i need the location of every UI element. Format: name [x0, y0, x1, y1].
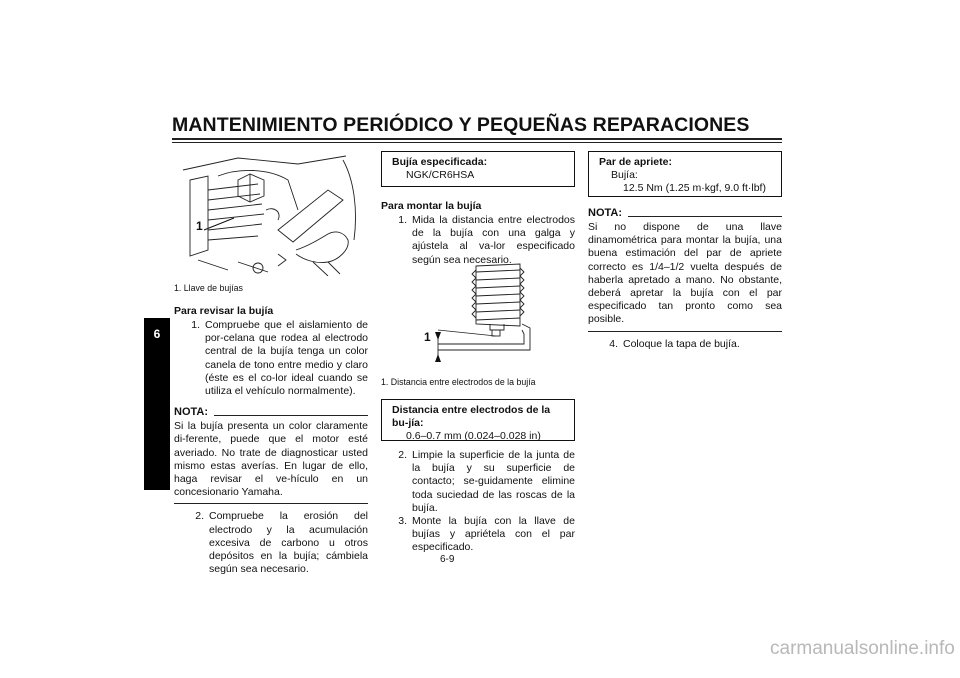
spec-box-gap	[381, 399, 575, 441]
nota-end-rule	[588, 331, 782, 332]
title-rule	[172, 138, 782, 140]
step-text: Compruebe que el aislamiento de por-celana que rodea al electrodo central de la bujía tenga un color canela de tono entre medio y claro (éste es el co-lor ideal cuando se utiliza el vehículo normalmente).	[205, 319, 368, 398]
spec-title: Distancia entre electrodos de la bu-jía:	[392, 404, 551, 429]
step-number: 3.	[398, 515, 407, 528]
col2-mount	[381, 200, 575, 267]
spec-box-plug	[381, 151, 575, 187]
spec-value: 12.5 Nm (1.25 m·kgf, 9.0 ft·lbf)	[623, 182, 766, 194]
spec-value: 0.6–0.7 mm (0.024–0.028 in)	[406, 430, 541, 442]
col2-steps	[381, 449, 575, 555]
page-title: MANTENIMIENTO PERIÓDICO Y PEQUEÑAS REPARACIONES	[172, 114, 750, 136]
engine-illustration	[178, 150, 368, 276]
step-text: Mida la distancia entre electrodos de la bujía con una galga y ajústela al va-lor especificado según sea necesario.	[412, 214, 575, 266]
col3-content	[588, 207, 782, 351]
electrode-gap-figure	[420, 258, 540, 370]
spark-plug-wrench-figure	[178, 150, 368, 276]
step-number: 2.	[398, 449, 407, 461]
spec-title: Par de apriete:	[599, 156, 672, 168]
nota-text: Si no dispone de una llave dinamométrica para montar la bujía, una buena estimación del par de apriete correcto es 1/4–1/2 vuelta después de haberla apretado a mano. No obstante, deberá apretar la bujía con el par especificado tan pronto como sea posible.	[588, 221, 782, 326]
watermark: carmanualsonline.info	[770, 638, 955, 659]
spec-subtitle: Bujía:	[611, 169, 638, 181]
check-heading: Para revisar la bujía	[174, 305, 274, 317]
step-text: Monte la bujía con la llave de bujías y apriétela con el par especificado.	[412, 515, 575, 554]
figure2-caption: 1. Distancia entre electrodos de la bujía	[381, 377, 536, 387]
mount-step-4	[588, 338, 782, 351]
step-number: 2.	[195, 510, 204, 523]
chapter-tab	[144, 318, 170, 490]
step-text: Coloque la tapa de bujía.	[623, 337, 740, 350]
nota-rule	[214, 415, 368, 416]
page-number: 6-9	[440, 554, 455, 565]
spec-box-torque	[588, 151, 782, 197]
step-number: 1.	[191, 319, 200, 331]
spec-value: NGK/CR6HSA	[406, 169, 475, 181]
nota-header	[174, 406, 368, 418]
nota-text: Si la bujía presenta un color claramente di-ferente, puede que el motor esté averiado. No trate de diagnosticar usted mismo estas averías. En lugar de ello, haga revisar el ve-hículo en un concesionario Yamaha.	[174, 420, 368, 499]
step-text: Compruebe la erosión del electrodo y la acumulación excesiva de carbono u otros depósitos en la bujía; cámbiela según sea necesario.	[209, 510, 368, 576]
col1-content	[174, 305, 368, 576]
nota-end-rule	[174, 503, 368, 504]
mount-step-3	[381, 515, 575, 555]
spark-plug-thread-illustration	[420, 258, 540, 370]
step-number: 1.	[398, 214, 407, 226]
check-step-2	[174, 510, 368, 576]
figure1-caption: 1. Llave de bujías	[174, 283, 243, 293]
nota-label: NOTA:	[588, 207, 623, 219]
step-text: Limpie la superficie de la junta de la bujía y su superficie de contacto; se-guidamente elimine toda suciedad de las roscas de la bujía.	[412, 449, 575, 514]
nota-rule	[628, 216, 782, 217]
mount-heading: Para montar la bujía	[381, 200, 482, 212]
step-number: 4.	[609, 337, 618, 350]
figure2-callout: 1	[424, 330, 431, 344]
mount-step-2	[381, 449, 575, 515]
chapter-number: 6	[153, 327, 161, 341]
nota-header	[588, 207, 782, 219]
title-rule-thin	[172, 142, 782, 143]
spec-title: Bujía especificada:	[392, 156, 488, 168]
figure1-callout: 1	[196, 219, 203, 233]
nota-label: NOTA:	[174, 406, 209, 419]
check-step-1	[174, 319, 368, 398]
